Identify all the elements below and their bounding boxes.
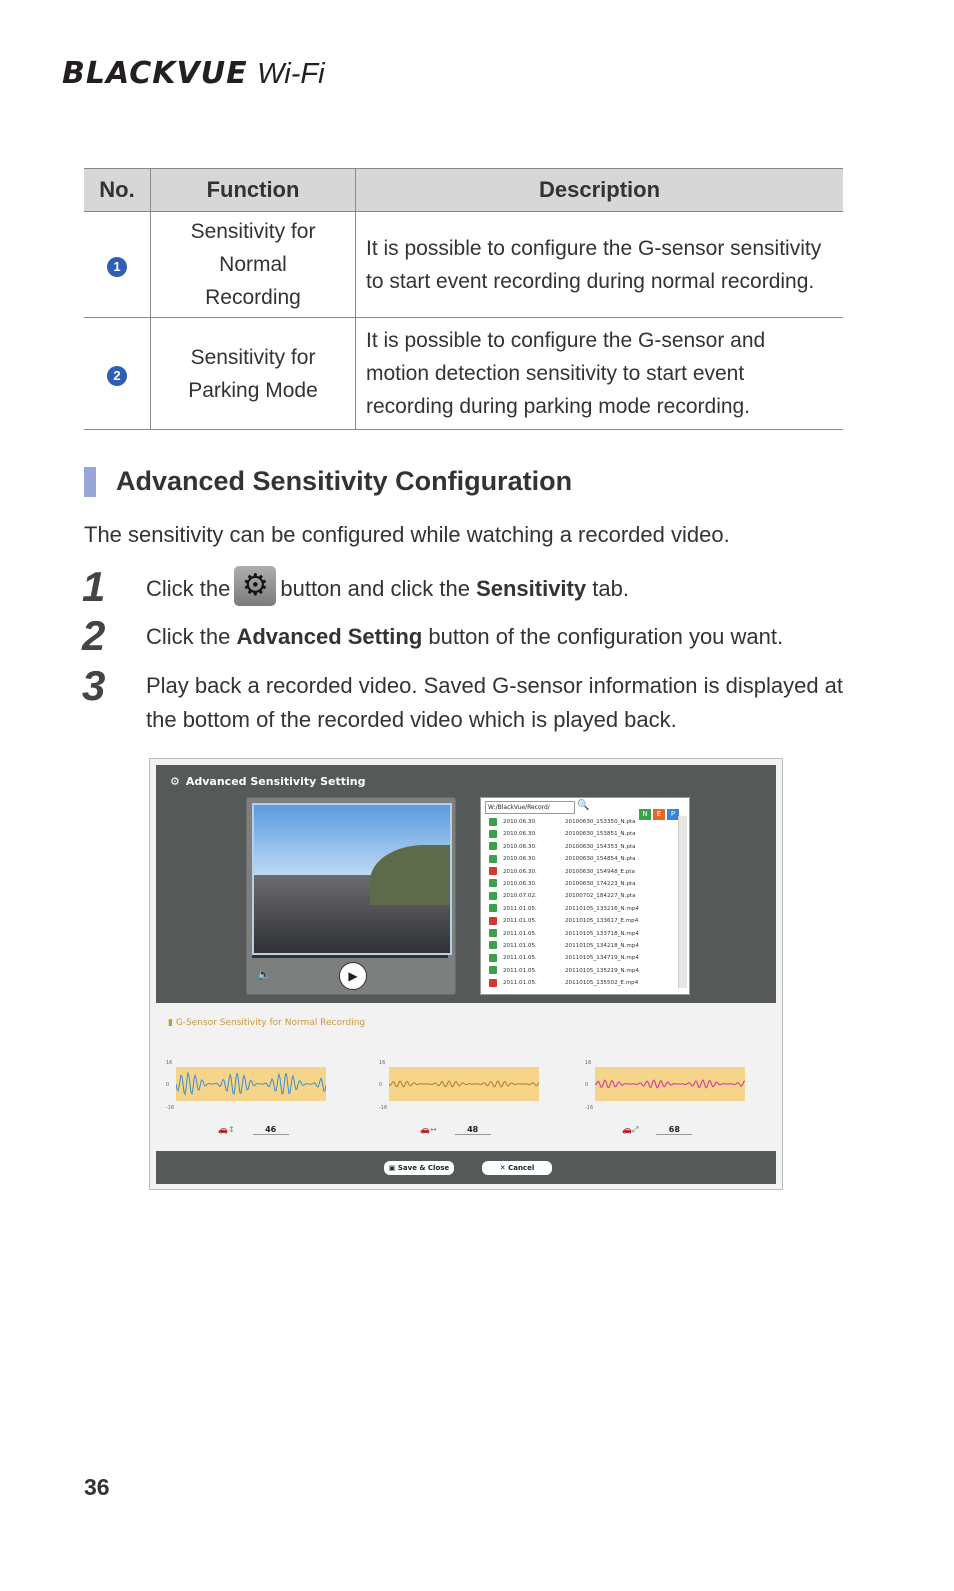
step-text: Play back a recorded video. Saved G-sensor information is displayed at the bottom of the recorded video which is played back. — [146, 673, 844, 732]
file-date: 2010.06.30. — [503, 843, 537, 850]
car-icon: 🚗↕ — [218, 1125, 235, 1134]
file-name: 20100630_153350_N.pta — [565, 819, 636, 825]
file-list — [480, 797, 690, 995]
file-date: 2010.06.30. — [503, 831, 537, 838]
gsensor-graph: 16 0 -16 — [585, 1055, 753, 1115]
list-item[interactable] — [485, 965, 673, 977]
normal-file-icon — [489, 879, 497, 887]
dialog-footer — [156, 1151, 776, 1184]
gsensor-graph: 16 0 -16 — [166, 1055, 334, 1115]
file-date: 2010.06.30. — [503, 880, 537, 887]
file-rows — [485, 816, 673, 989]
table-row — [84, 212, 843, 318]
list-item[interactable] — [485, 952, 673, 964]
file-name: 20110105_135502_E.mp4 — [565, 980, 639, 987]
normal-file-icon — [489, 830, 497, 838]
gsensor-graph: 16 0 -16 — [379, 1055, 547, 1115]
sensitivity-gauge[interactable]: 🚗⤢ 68 — [622, 1125, 692, 1135]
brand-sub: Wi-Fi — [257, 58, 325, 90]
list-item[interactable] — [485, 903, 673, 915]
file-date: 2011.01.05. — [503, 942, 537, 949]
list-item[interactable] — [485, 928, 673, 940]
file-name: 20100630_174223_N.pta — [565, 880, 636, 887]
file-name: 20110105_133718_N.mp4 — [565, 930, 639, 937]
save-close-button[interactable]: ▣ Save & Close — [384, 1161, 454, 1175]
file-name: 20100630_154353_N.pta — [565, 843, 636, 850]
brand-main: BLACKVUE — [62, 56, 248, 91]
function-cell: Sensitivity for Normal Recording — [151, 212, 356, 318]
scrollbar[interactable] — [678, 816, 687, 988]
file-date: 2010.06.30. — [503, 856, 537, 863]
normal-file-icon — [489, 855, 497, 863]
table-header — [84, 169, 843, 212]
progress-bar[interactable] — [252, 955, 448, 958]
normal-file-icon — [489, 966, 497, 974]
graph-wave — [176, 1067, 326, 1101]
list-item[interactable] — [485, 853, 673, 865]
volume-icon[interactable]: 🔈 — [257, 968, 271, 981]
file-name: 20110105_134218_N.mp4 — [565, 942, 639, 949]
dialog-title: ⚙ Advanced Sensitivity Setting — [170, 775, 366, 788]
file-name: 20110105_133216_N.mp4 — [565, 905, 639, 912]
step-number: 2 — [82, 612, 106, 659]
graph-wave — [389, 1067, 539, 1101]
section-intro: The sensitivity can be configured while watching a recorded video. — [84, 522, 730, 547]
description-cell: It is possible to configure the G-sensor sensitivity to start event recording during normal recording. — [356, 212, 844, 318]
header-description: Description — [356, 169, 844, 212]
description-cell: It is possible to configure the G-sensor and motion detection sensitivity to start event recording during parking mode recording. — [356, 318, 844, 430]
play-button[interactable]: ▶ — [339, 962, 367, 990]
list-item[interactable] — [485, 890, 673, 902]
normal-file-icon — [489, 892, 497, 900]
file-date: 2011.01.05. — [503, 918, 537, 925]
list-item[interactable] — [485, 940, 673, 952]
file-name: 20110105_134719_N.mp4 — [565, 955, 639, 962]
header-no: No. — [84, 169, 151, 212]
list-item[interactable] — [485, 816, 673, 828]
car-icon: 🚗⤢ — [622, 1125, 639, 1134]
event-file-icon — [489, 979, 497, 987]
step-number: 1 — [82, 563, 106, 610]
file-name: 20100630_154948_E.pta — [565, 868, 635, 875]
brand-logo — [62, 56, 325, 91]
list-item[interactable] — [485, 878, 673, 890]
file-date: 2011.01.05. — [503, 905, 537, 912]
normal-file-icon — [489, 818, 497, 826]
event-file-icon — [489, 867, 497, 875]
normal-file-icon — [489, 941, 497, 949]
viewer-panel — [156, 765, 776, 1003]
file-date: 2011.01.05. — [503, 980, 537, 987]
function-table — [84, 168, 843, 430]
file-date: 2010.06.30. — [503, 868, 537, 875]
search-icon[interactable]: 🔍 — [577, 800, 590, 811]
file-date: 2011.01.05. — [503, 967, 537, 974]
gear-icon: ⚙ — [241, 569, 269, 602]
normal-file-icon — [489, 904, 497, 912]
header-function: Function — [151, 169, 356, 212]
number-badge: 1 — [107, 257, 127, 277]
list-item[interactable] — [485, 866, 673, 878]
normal-file-icon — [489, 929, 497, 937]
list-item[interactable] — [485, 915, 673, 927]
file-name: 20110105_135219_N.mp4 — [565, 967, 639, 974]
file-name: 20100630_154854_N.pta — [565, 856, 636, 863]
filter-normal-button[interactable]: N — [639, 809, 651, 820]
step-text: Click the Advanced Setting button of the configuration you want. — [146, 624, 784, 649]
sensitivity-gauge[interactable]: 🚗↔ 48 — [420, 1125, 491, 1135]
path-input[interactable]: W:/BlackVue/Record/ — [485, 801, 575, 814]
section-title: Advanced Sensitivity Configuration — [116, 466, 573, 496]
video-frame — [252, 803, 452, 955]
cancel-button[interactable]: ✕ Cancel — [482, 1161, 552, 1175]
event-file-icon — [489, 917, 497, 925]
graph-wave — [595, 1067, 745, 1101]
file-date: 2010.07.02. — [503, 893, 537, 900]
settings-button — [234, 566, 276, 606]
filter-event-button[interactable]: E — [653, 809, 665, 820]
list-item[interactable] — [485, 841, 673, 853]
file-name: 20100630_153851_N.pta — [565, 831, 636, 838]
car-icon: 🚗↔ — [420, 1125, 437, 1134]
step-text: Click the ⚙ button and click the Sensitivity tab. — [146, 570, 846, 610]
file-date: 2011.01.05. — [503, 930, 537, 937]
sensitivity-gauge[interactable]: 🚗↕ 46 — [218, 1125, 289, 1135]
file-date: 2010.06.30. — [503, 819, 537, 825]
page-number: 36 — [84, 1474, 110, 1500]
file-date: 2011.01.05. — [503, 955, 537, 962]
table-row — [84, 318, 843, 430]
filter-parking-button[interactable]: P — [667, 809, 679, 820]
advanced-setting-screenshot — [149, 758, 783, 1190]
video-player — [246, 797, 456, 995]
step-number: 3 — [82, 662, 106, 709]
list-item[interactable] — [485, 977, 673, 989]
normal-file-icon — [489, 954, 497, 962]
list-item[interactable] — [485, 828, 673, 840]
section-marker — [84, 467, 96, 497]
function-cell: Sensitivity for Parking Mode — [151, 318, 356, 430]
gear-icon: ⚙ — [170, 775, 180, 788]
file-name: 20100702_184227_N.pta — [565, 893, 636, 900]
file-name: 20110105_133617_E.mp4 — [565, 918, 639, 925]
normal-file-icon — [489, 842, 497, 850]
graph-title: ▮ G-Sensor Sensitivity for Normal Recording — [168, 1018, 366, 1028]
number-badge: 2 — [107, 366, 127, 386]
